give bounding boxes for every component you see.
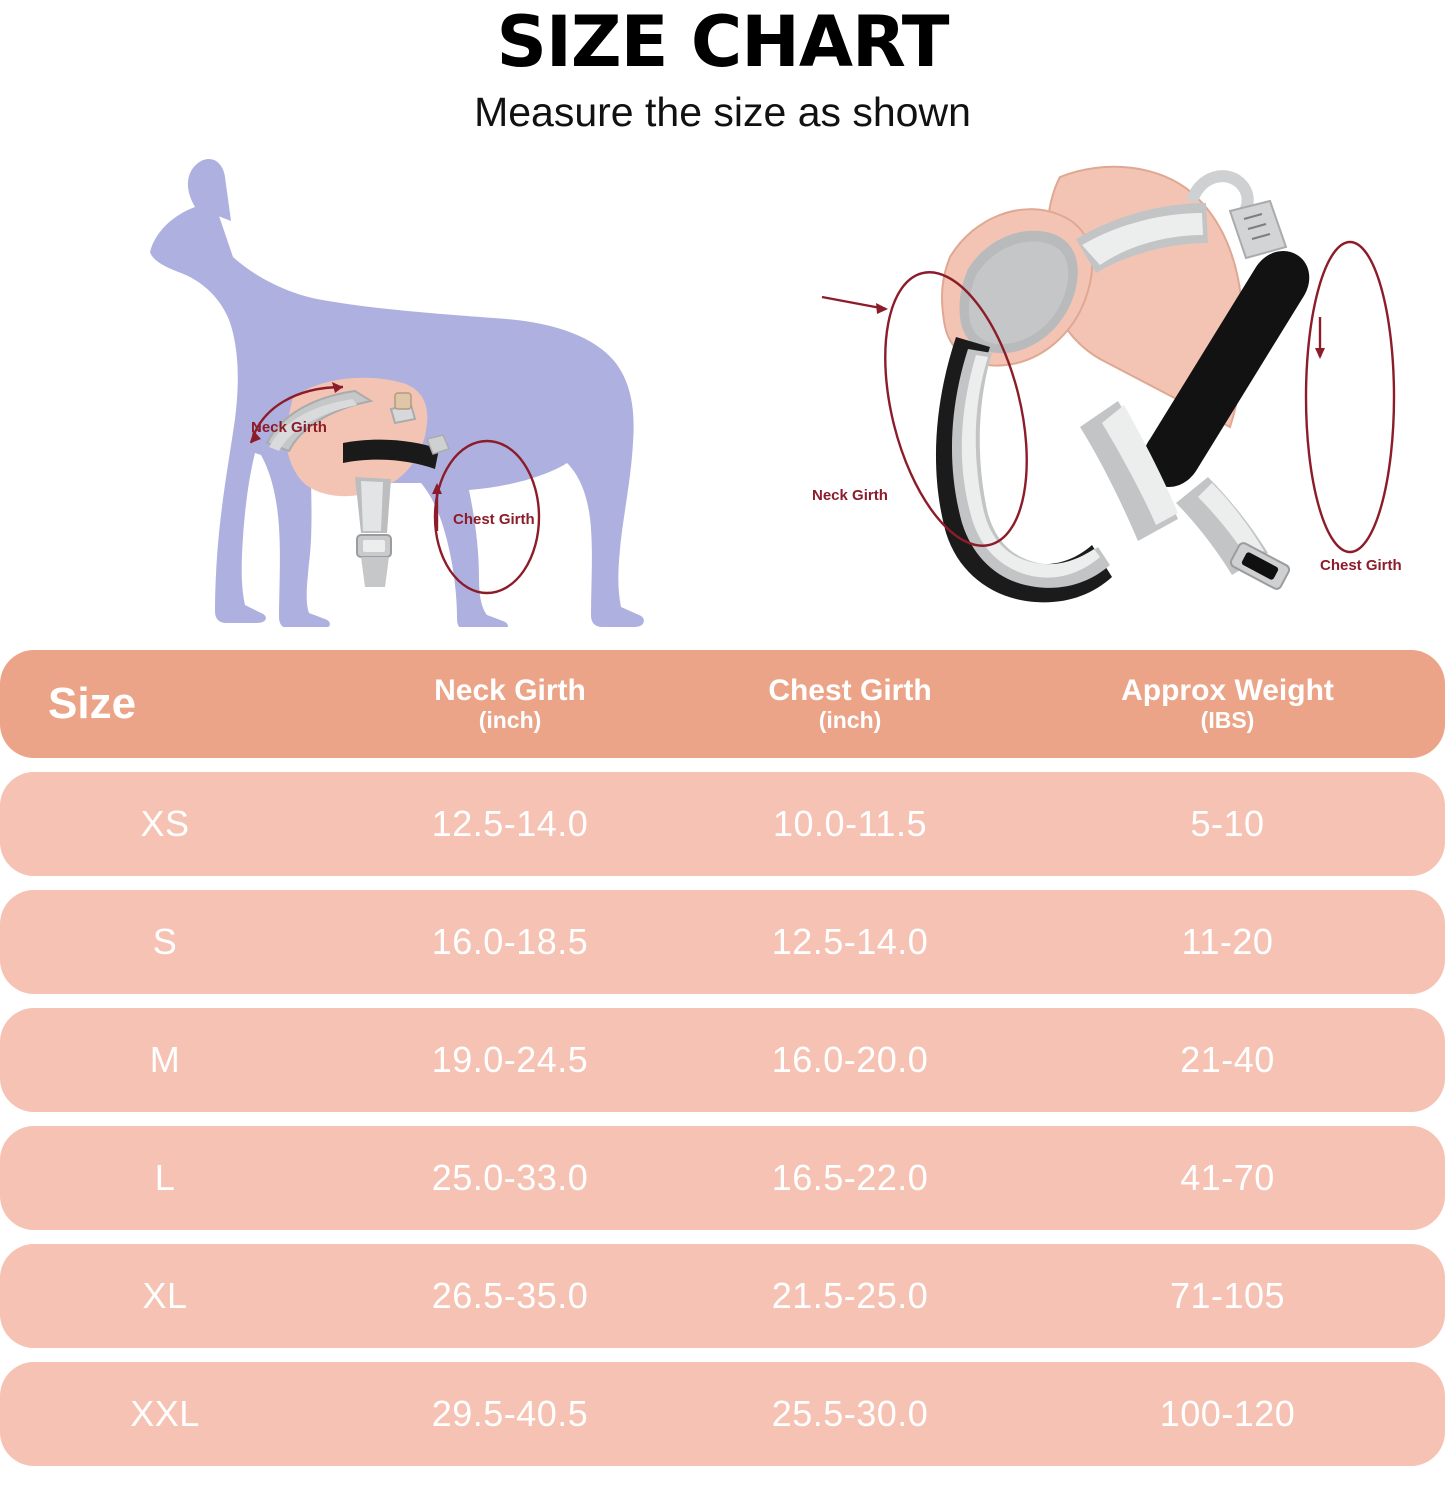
column-header-neck-girth (330, 674, 690, 733)
column-header-size: Size (48, 679, 137, 728)
size-chart-table (0, 650, 1445, 1480)
cell-chest-girth: 10.0-11.5 (773, 803, 927, 844)
cell-size: S (152, 921, 178, 962)
column-header-chest-girth-unit: (inch) (818, 706, 882, 733)
column-header-approx-weight (1010, 674, 1445, 733)
cell-neck-girth: 29.5-40.5 (431, 1393, 589, 1434)
cell-approx-weight: 5-10 (1190, 803, 1265, 844)
illustration-area (0, 147, 1445, 627)
column-header-approx-weight-unit: (IBS) (1200, 706, 1255, 733)
cell-chest-girth: 12.5-14.0 (771, 921, 929, 962)
cell-size: XS (140, 803, 190, 844)
cell-neck-girth: 26.5-35.0 (431, 1275, 589, 1316)
cell-chest-girth: 25.5-30.0 (771, 1393, 929, 1434)
page-subtitle: Measure the size as shown (474, 88, 971, 135)
column-header-chest-girth (690, 674, 1010, 733)
table-row (0, 1244, 1445, 1348)
column-header-neck-girth-unit: (inch) (478, 706, 542, 733)
cell-approx-weight: 71-105 (1169, 1275, 1286, 1316)
cell-chest-girth: 16.0-20.0 (771, 1039, 929, 1080)
column-header-approx-weight-main: Approx Weight (1121, 674, 1334, 708)
page-title: SIZE CHART (496, 1, 949, 83)
table-header-row (0, 650, 1445, 758)
column-header-chest-girth-main: Chest Girth (768, 674, 932, 708)
table-row (0, 1126, 1445, 1230)
harness-product-svg (760, 147, 1420, 627)
cell-size: M (149, 1039, 181, 1080)
column-header-neck-girth-main: Neck Girth (434, 674, 586, 708)
cell-approx-weight: 11-20 (1181, 921, 1274, 962)
table-row (0, 1362, 1445, 1466)
chest-girth-label-right: Chest Girth (1320, 556, 1402, 574)
cell-neck-girth: 19.0-24.5 (431, 1039, 589, 1080)
cell-chest-girth: 16.5-22.0 (771, 1157, 929, 1198)
cell-neck-girth: 12.5-14.0 (431, 803, 589, 844)
table-row (0, 772, 1445, 876)
cell-approx-weight: 100-120 (1159, 1393, 1296, 1434)
table-row (0, 1008, 1445, 1112)
header (0, 0, 1445, 135)
cell-approx-weight: 21-40 (1180, 1039, 1275, 1080)
cell-neck-girth: 16.0-18.5 (431, 921, 589, 962)
cell-size: XL (142, 1275, 188, 1316)
harness-product-illustration (760, 147, 1420, 627)
cell-size: L (154, 1157, 176, 1198)
cell-neck-girth: 25.0-33.0 (431, 1157, 589, 1198)
table-row (0, 890, 1445, 994)
cell-approx-weight: 41-70 (1180, 1157, 1275, 1198)
harness-overlay-svg (55, 147, 695, 627)
chest-girth-label-left: Chest Girth (453, 510, 535, 528)
cell-size: XXL (130, 1393, 200, 1434)
neck-girth-label-right: Neck Girth (812, 486, 888, 504)
cell-chest-girth: 21.5-25.0 (771, 1275, 929, 1316)
neck-girth-label-left: Neck Girth (251, 418, 327, 436)
dog-with-harness-illustration (55, 147, 695, 627)
